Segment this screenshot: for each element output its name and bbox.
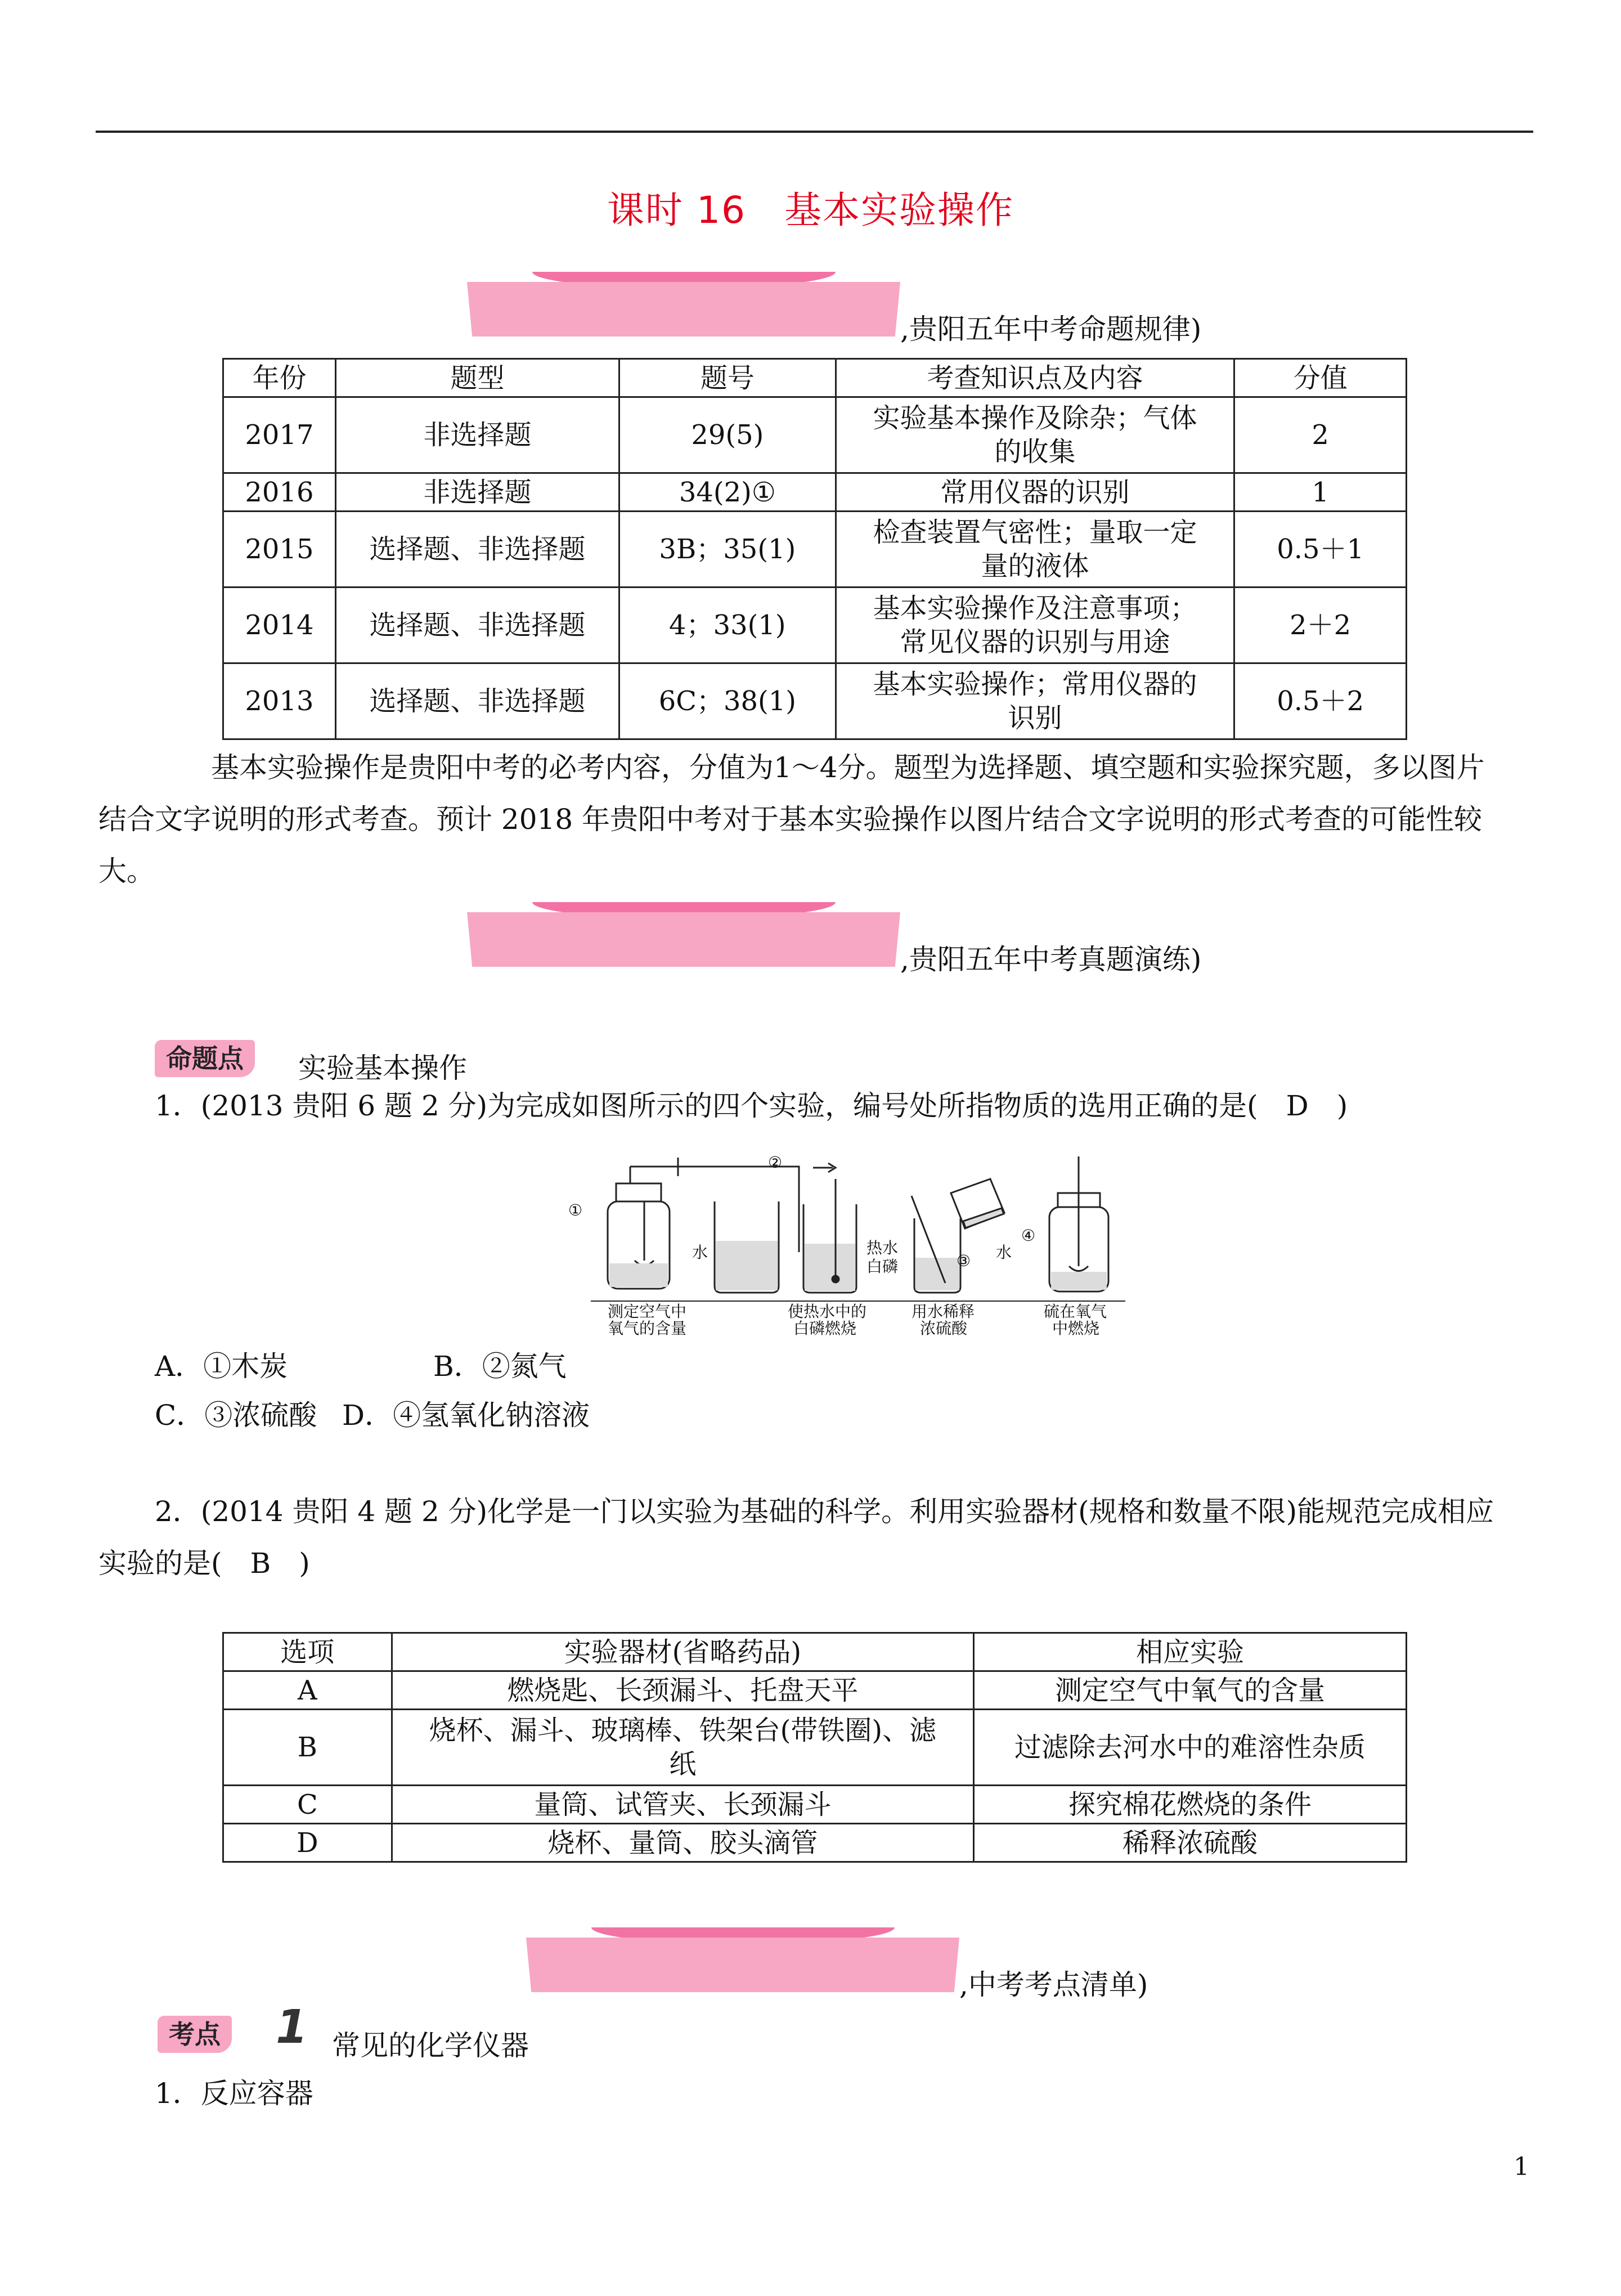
content-line: 检查装置气密性；量取一定	[873, 517, 1197, 548]
number-cell: 34(2)①	[619, 473, 836, 512]
option-cell: D	[223, 1824, 392, 1862]
header-cell: 相应实验	[974, 1633, 1407, 1671]
equipment-line: 烧杯、漏斗、玻璃棒、铁架台(带铁圈)、滤	[429, 1715, 937, 1746]
summary-paragraph	[98, 742, 1539, 897]
question-1-stem: 1．(2013 贵阳 6 题 2 分)为完成如图所示的四个实验，编号处所指物质的选用正确的是( D )	[155, 1089, 1348, 1122]
oxygen-bottle-icon	[1049, 1156, 1108, 1292]
header-cell: 题型	[335, 359, 619, 397]
option-cell: A	[223, 1671, 392, 1710]
question-2-line: 2．(2014 贵阳 4 题 2 分)化学是一门以实验为基础的科学。利用实验器材(规格和数量不限)能规范完成相应	[155, 1495, 1494, 1528]
option-cell: C	[223, 1786, 392, 1824]
number-cell: 4；33(1)	[619, 588, 836, 663]
content-line: 常见仪器的识别与用途	[900, 626, 1170, 658]
table-row	[223, 1710, 1407, 1786]
year-cell: 2015	[223, 512, 336, 588]
topic-tag: 命题点	[155, 1040, 255, 1077]
q1-option-a: A．①木炭	[155, 1350, 288, 1383]
table-row	[223, 1824, 1407, 1862]
summary-line: 基本实验操作是贵阳中考的必考内容，分值为1～4分。题型为选择题、填空题和实验探究题，多以图片	[211, 751, 1485, 784]
caption-3b: 浓硫酸	[920, 1319, 968, 1337]
year-cell: 2013	[223, 663, 336, 739]
marker-4: ④	[1021, 1226, 1036, 1245]
content-cell: 常用仪器的识别	[836, 473, 1234, 512]
type-cell: 选择题、非选择题	[335, 512, 619, 588]
header-cell: 题号	[619, 359, 836, 397]
experiment-cell: 稀释浓硫酸	[974, 1824, 1407, 1862]
number-cell: 3B；35(1)	[619, 512, 836, 588]
header-rule	[96, 131, 1533, 133]
page-title: 课时 16 基本实验操作	[607, 189, 1014, 232]
experiment-cell: 过滤除去河水中的难溶性杂质	[974, 1710, 1407, 1786]
section-ribbon-2	[467, 902, 900, 967]
question-2-stem	[98, 1486, 1539, 1589]
content-cell	[836, 588, 1234, 663]
year-cell: 2014	[223, 588, 336, 663]
content-line: 识别	[1008, 702, 1062, 734]
page-number: 1	[1514, 2152, 1529, 2181]
content-line: 实验基本操作及除杂；气体	[873, 402, 1197, 434]
summary-line: 结合文字说明的形式考查。预计 2018 年贵阳中考对于基本实验操作以图片结合文字说明的形式考查的可能性较	[98, 803, 1483, 836]
q1-option-d: D．④氢氧化钠溶液	[342, 1399, 590, 1432]
dilution-beaker-icon	[911, 1179, 1004, 1293]
equipment-cell: 燃烧匙、长颈漏斗、托盘天平	[392, 1671, 974, 1710]
exam-pattern-table	[222, 358, 1407, 740]
year-cell: 2017	[223, 397, 336, 473]
equipment-line: 纸	[669, 1748, 697, 1780]
experiment-figure	[563, 1145, 1131, 1337]
number-cell: 6C；38(1)	[619, 663, 836, 739]
content-cell	[836, 663, 1234, 739]
hot-water-beaker-icon	[803, 1163, 856, 1293]
caption-4a: 硫在氧气	[1044, 1302, 1107, 1321]
kaodian-title: 常见的化学仪器	[332, 2029, 529, 2062]
score-cell: 1	[1234, 473, 1407, 512]
caption-3a: 用水稀释	[911, 1302, 975, 1321]
header-cell: 选项	[223, 1633, 392, 1671]
section-label-1: ,贵阳五年中考命题规律)	[900, 313, 1202, 346]
content-line: 基本实验操作；常用仪器的	[873, 669, 1197, 700]
clamp-icon	[671, 1158, 685, 1176]
q1-option-c: C．③浓硫酸	[155, 1399, 317, 1432]
experiment-cell: 探究棉花燃烧的条件	[974, 1786, 1407, 1824]
table-header-row	[223, 1633, 1407, 1671]
table-header-row	[223, 359, 1407, 397]
table-row	[223, 1671, 1407, 1710]
topic-title: 实验基本操作	[298, 1052, 467, 1084]
label-white-phosphorus: 白磷	[866, 1257, 899, 1276]
content-line: 基本实验操作及注意事项；	[873, 593, 1197, 624]
item-1-heading: 1．反应容器	[155, 2077, 313, 2110]
q1-option-b: B．②氮气	[433, 1350, 567, 1383]
table-row	[223, 663, 1407, 739]
equipment-table	[222, 1632, 1407, 1863]
score-cell: 0.5＋2	[1234, 663, 1407, 739]
caption-1a: 测定空气中	[608, 1302, 687, 1321]
equipment-cell: 量筒、试管夹、长颈漏斗	[392, 1786, 974, 1824]
number-cell: 29(5)	[619, 397, 836, 473]
equipment-cell	[392, 1710, 974, 1786]
marker-1: ①	[568, 1201, 583, 1219]
marker-2: ②	[768, 1153, 783, 1172]
marker-3: ③	[957, 1252, 971, 1270]
bottle-water-icon	[609, 1263, 668, 1287]
header-cell: 考查知识点及内容	[836, 359, 1234, 397]
score-cell: 2	[1234, 397, 1407, 473]
table-row	[223, 512, 1407, 588]
table-row	[223, 1786, 1407, 1824]
content-line: 量的液体	[981, 550, 1089, 582]
label-water-1: 水	[692, 1243, 708, 1262]
option-cell: B	[223, 1710, 392, 1786]
beaker-icon	[715, 1201, 779, 1293]
caption-2b: 白磷燃烧	[793, 1319, 857, 1337]
type-cell: 选择题、非选择题	[335, 588, 619, 663]
label-water-3: 水	[996, 1243, 1012, 1262]
question-2-line: 实验的是( B )	[98, 1547, 310, 1580]
table-row	[223, 473, 1407, 512]
caption-2a: 使热水中的	[788, 1302, 867, 1321]
score-cell: 2＋2	[1234, 588, 1407, 663]
kaodian-number: 1	[276, 2001, 308, 2054]
experiment-cell: 测定空气中氧气的含量	[974, 1671, 1407, 1710]
summary-line: 大。	[98, 855, 155, 887]
header-cell: 分值	[1234, 359, 1407, 397]
content-line: 的收集	[994, 436, 1076, 468]
type-cell: 非选择题	[335, 397, 619, 473]
content-cell	[836, 512, 1234, 588]
table-row	[223, 397, 1407, 473]
header-cell: 实验器材(省略药品)	[392, 1633, 974, 1671]
header-cell: 年份	[223, 359, 336, 397]
table-row	[223, 588, 1407, 663]
type-cell: 非选择题	[335, 473, 619, 512]
kaodian-tag: 考点	[158, 2016, 232, 2053]
score-cell: 0.5＋1	[1234, 512, 1407, 588]
equipment-cell: 烧杯、量筒、胶头滴管	[392, 1824, 974, 1862]
section-label-3: ,中考考点清单)	[959, 1968, 1148, 2001]
label-hot-water: 热水	[866, 1239, 899, 1257]
type-cell: 选择题、非选择题	[335, 663, 619, 739]
content-cell	[836, 397, 1234, 473]
caption-4b: 中燃烧	[1052, 1319, 1100, 1337]
year-cell: 2016	[223, 473, 336, 512]
section-ribbon-1	[467, 272, 900, 337]
section-label-2: ,贵阳五年中考真题演练)	[900, 943, 1202, 976]
section-ribbon-3	[526, 1927, 959, 1992]
caption-1b: 氧气的含量	[608, 1319, 687, 1337]
